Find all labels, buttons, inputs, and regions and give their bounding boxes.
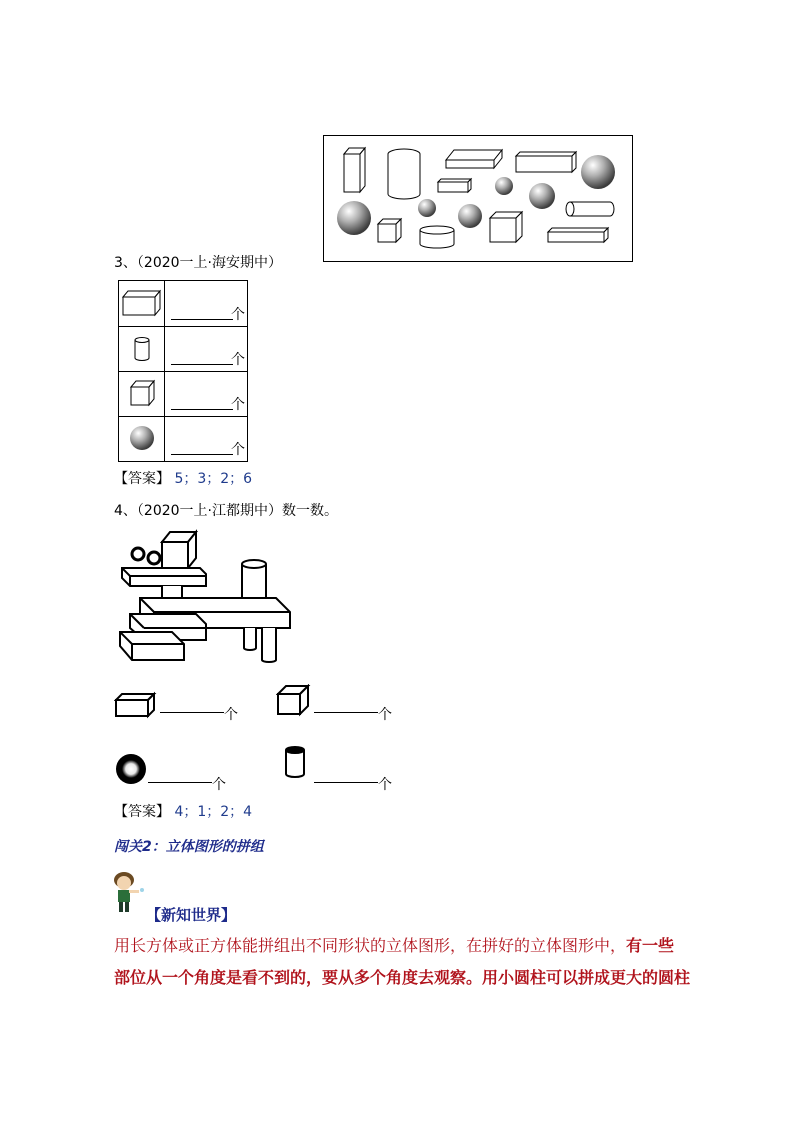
answer-line-q4 (114, 801, 252, 821)
unit-label: 个 (231, 307, 245, 323)
answer-blank[interactable] (171, 409, 233, 410)
shapes-figure (323, 135, 633, 262)
intro-bold-text: 有一些部位从一个角度是看不到的，要从多个角度去观察。用小圆柱可以拼成更大的圆柱 (114, 936, 691, 987)
intro-paragraph (114, 930, 690, 994)
intro-normal-text: 用长方体或正方体能拼组出不同形状的立体图形，在拼好的立体图形中， (114, 936, 627, 955)
block-structure-figure (116, 528, 306, 668)
table-row (119, 326, 247, 372)
answer-line-q3 (114, 468, 252, 488)
answer-blank[interactable] (171, 364, 233, 365)
table-row (119, 281, 247, 327)
count-item (276, 684, 416, 724)
answer-blank[interactable] (171, 319, 233, 320)
count-table (118, 280, 248, 462)
unit-label: 个 (212, 777, 226, 793)
answer-blank[interactable] (160, 698, 224, 713)
table-row (119, 371, 247, 417)
answer-label: 【答案】 (114, 804, 170, 820)
answer-blank[interactable] (171, 454, 233, 455)
shapes-figure-drawing (324, 136, 632, 261)
sphere-icon (114, 752, 148, 786)
count-item (114, 690, 254, 724)
cylinder-icon (282, 742, 308, 782)
section-title: 闯关2：立体图形的拼组 (114, 839, 264, 855)
count-item (282, 742, 422, 793)
sphere-icon (119, 416, 163, 460)
cube-icon (119, 371, 163, 415)
question-3-title: 3、（2020一上·海安期中） (114, 255, 282, 271)
cylinder-icon (119, 326, 163, 370)
unit-label: 个 (378, 777, 392, 793)
unit-label: 个 (224, 707, 238, 723)
answer-blank[interactable] (314, 698, 378, 713)
unit-label: 个 (231, 397, 245, 413)
cuboid-icon (114, 690, 158, 720)
answer-label: 【答案】 (114, 471, 170, 487)
student-cartoon-icon (108, 868, 148, 916)
count-item (114, 752, 254, 793)
question-4-title: 4、（2020一上·江都期中）数一数。 (114, 503, 338, 519)
unit-label: 个 (231, 442, 245, 458)
table-row (119, 416, 247, 461)
answer-value: 4；1；2；4 (174, 804, 253, 820)
answer-value: 5；3；2；6 (174, 471, 253, 487)
unit-label: 个 (231, 352, 245, 368)
cube-icon (276, 684, 312, 718)
answer-blank[interactable] (148, 768, 212, 783)
unit-label: 个 (378, 707, 392, 723)
cuboid-icon (119, 281, 163, 325)
answer-blank[interactable] (314, 768, 378, 783)
knowledge-label: 【新知世界】 (146, 906, 237, 924)
